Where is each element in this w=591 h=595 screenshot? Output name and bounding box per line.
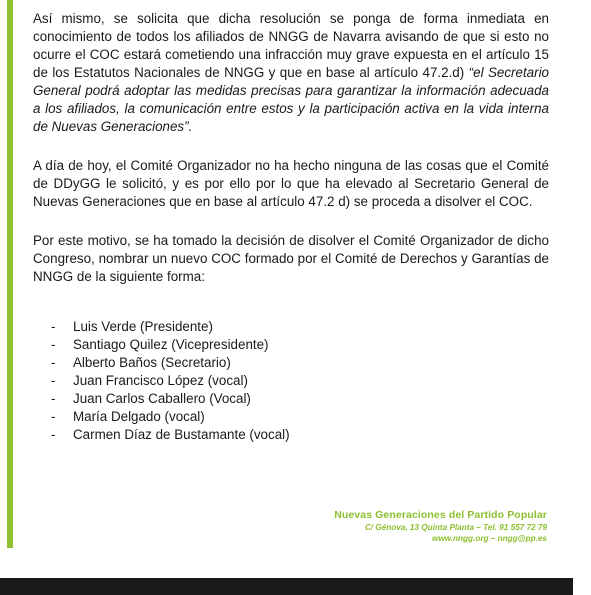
member-name: Juan Francisco López (vocal) — [73, 373, 248, 388]
footer-organization: Nuevas Generaciones del Partido Popular — [334, 509, 547, 521]
document-body — [33, 10, 549, 442]
list-bullet: - — [51, 391, 56, 406]
list-bullet: - — [51, 373, 56, 388]
list-item — [51, 354, 290, 372]
list-item — [51, 408, 290, 426]
list-item — [51, 390, 290, 408]
list-bullet: - — [51, 427, 56, 442]
list-item — [51, 336, 290, 354]
list-item — [51, 372, 290, 390]
member-name: Santiago Quilez (Vicepresidente) — [73, 337, 269, 352]
paragraph-1-text: Así mismo, se solicita que dicha resolución se ponga de forma inmediata en conocimiento de todos los afiliados de NNGG de Navarra avisando de que si esto no ocurre el COC estará cometiendo una infracción muy grave expuesta en el artículo 15 de los Estatutos Nacionales de NNGG y que en base al artículo 47.2.d) — [33, 11, 549, 80]
paragraph-2: A día de hoy, el Comité Organizador no ha hecho ninguna de las cosas que el Comité de DDyGG le solicitó, y es por ello por lo que ha elevado al Secretario General de Nuevas Generaciones que en base al artículo 47.2 d) se proceda a disolver el COC. — [33, 158, 549, 209]
paragraph-1-quote: “el Secretario General podrá adoptar las medidas precisas para garantizar la información adecuada a los afiliados, la comunicación entre estos y la participación activa en la vida interna de Nuevas Generaciones”. — [33, 65, 549, 134]
letterhead-footer — [334, 509, 547, 544]
list-bullet: - — [51, 355, 56, 370]
list-bullet: - — [51, 337, 56, 352]
list-item — [51, 426, 290, 444]
list-item — [51, 318, 290, 336]
list-bullet: - — [51, 319, 56, 334]
footer-contact-link[interactable]: www.nngg.org – nngg@pp.es — [431, 534, 547, 543]
member-name: Luis Verde (Presidente) — [73, 319, 213, 334]
member-name: Carmen Díaz de Bustamante (vocal) — [73, 427, 290, 442]
member-name: Juan Carlos Caballero (Vocal) — [73, 391, 251, 406]
member-name: María Delgado (vocal) — [73, 409, 205, 424]
footer-address: C/ Génova, 13 Quinta Planta – Tel. 91 557 72 79 — [364, 523, 547, 532]
paragraph-1 — [33, 10, 549, 136]
bottom-rule — [0, 578, 573, 595]
committee-member-list — [51, 318, 290, 444]
member-name: Alberto Baños (Secretario) — [73, 355, 231, 370]
accent-bar — [7, 0, 13, 548]
list-bullet: - — [51, 409, 56, 424]
paragraph-3: Por este motivo, se ha tomado la decisión de disolver el Comité Organizador de dicho Congreso, nombrar un nuevo COC formado por el Comité de Derechos y Garantías de NNGG de la siguiente forma: — [33, 233, 549, 284]
